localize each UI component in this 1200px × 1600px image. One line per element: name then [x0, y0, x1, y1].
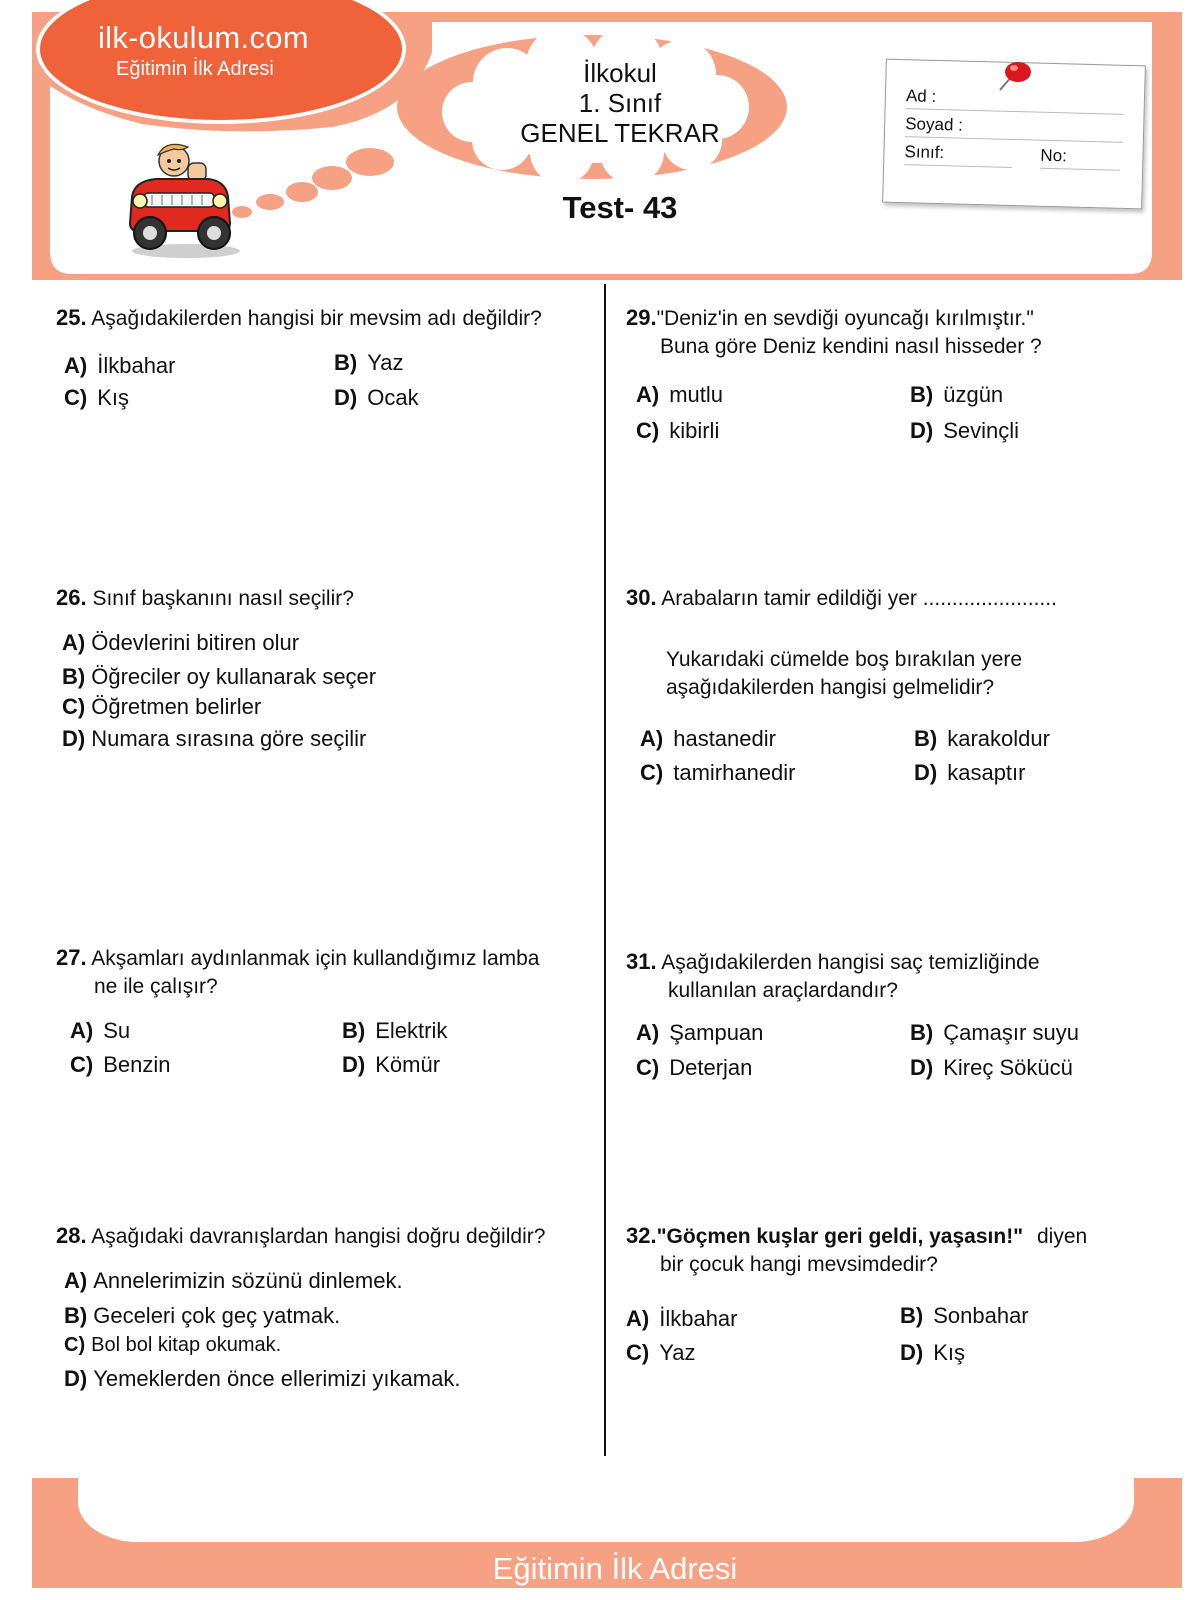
option-text: karakoldur: [947, 726, 1050, 751]
question-number: 32.: [626, 1223, 657, 1248]
question-text-line2: kullanılan araçlardandır?: [668, 979, 898, 1002]
option-letter: B): [64, 1303, 88, 1328]
option-letter: D): [910, 418, 934, 443]
option-d[interactable]: [910, 1055, 1073, 1081]
option-letter: B): [342, 1018, 366, 1043]
option-letter: B): [910, 1020, 934, 1045]
footer-site-text: ilk-okulum.com: [468, 1502, 762, 1551]
option-letter: A): [626, 1306, 650, 1331]
option-c[interactable]: [636, 418, 719, 444]
option-letter: C): [636, 1055, 660, 1080]
option-d[interactable]: [910, 418, 1019, 444]
option-b[interactable]: [910, 1020, 1079, 1046]
option-text: Kış: [933, 1340, 966, 1365]
question-27: [56, 944, 539, 1001]
option-letter: A): [70, 1018, 94, 1043]
option-letter: B): [334, 350, 358, 375]
option-b[interactable]: [900, 1303, 1029, 1329]
option-c[interactable]: [64, 1334, 281, 1357]
question-text: diyen: [1036, 1225, 1088, 1248]
option-letter: C): [626, 1340, 650, 1365]
option-a[interactable]: [626, 1306, 738, 1332]
option-text: kasaptır: [947, 760, 1026, 785]
option-c[interactable]: [636, 1055, 752, 1081]
column-divider: [604, 284, 606, 1456]
option-text: Ödevlerini bitiren olur: [91, 630, 300, 655]
option-letter: D): [342, 1052, 366, 1077]
option-text: Kireç Sökücü: [943, 1055, 1073, 1080]
question-text-line2: Buna göre Deniz kendini nasıl hisseder ?: [660, 335, 1042, 358]
option-letter: D): [900, 1340, 924, 1365]
option-b[interactable]: [334, 350, 404, 376]
question-number: 31.: [626, 949, 657, 974]
option-letter: D): [914, 760, 938, 785]
option-letter: D): [334, 385, 358, 410]
option-text: hastanedir: [673, 726, 776, 751]
option-letter: C): [636, 418, 660, 443]
question-text-line2: ne ile çalışır?: [94, 975, 218, 998]
option-a[interactable]: [64, 1268, 403, 1294]
option-text: Çamaşır suyu: [943, 1020, 1079, 1045]
option-text: Benzin: [103, 1052, 171, 1077]
option-b[interactable]: [910, 382, 1003, 408]
option-letter: B): [910, 382, 934, 407]
question-text-line2: Yukarıdaki cümelde boş bırakılan yere: [666, 648, 1023, 671]
option-letter: C): [70, 1052, 94, 1077]
number-field[interactable]: [1040, 146, 1121, 171]
option-a[interactable]: [640, 726, 776, 752]
question-number: 25.: [56, 305, 87, 330]
option-text: Öğretmen belirler: [91, 694, 262, 719]
question-text-line2: bir çocuk hangi mevsimdedir?: [660, 1253, 938, 1276]
question-number: 27.: [56, 945, 87, 970]
header-title-block: [470, 58, 770, 148]
class-field[interactable]: [904, 142, 1013, 168]
question-number: 30.: [626, 585, 657, 610]
option-b[interactable]: [64, 1303, 340, 1329]
option-text: Yemeklerden önce ellerimizi yıkamak.: [93, 1366, 461, 1391]
question-25: [56, 304, 542, 333]
option-text: Su: [103, 1018, 131, 1043]
option-c[interactable]: [70, 1052, 171, 1078]
question-text: Akşamları aydınlanmak için kullandığımız lamba: [91, 947, 540, 970]
question-text: Aşağıdakilerden hangisi saç temizliğinde: [661, 951, 1040, 974]
surname-label: Soyad :: [904, 114, 964, 135]
option-text: Deterjan: [669, 1055, 753, 1080]
option-text: üzgün: [943, 382, 1004, 407]
class-number-row: [904, 140, 1123, 170]
option-a[interactable]: [636, 382, 723, 408]
option-c[interactable]: [62, 694, 261, 720]
subject-title: GENEL TEKRAR: [520, 118, 720, 148]
option-text: Numara sırasına göre seçilir: [91, 726, 367, 751]
option-text: İlkbahar: [97, 353, 176, 378]
option-letter: B): [914, 726, 938, 751]
question-text: Arabaların tamir edildiği yer .......................: [661, 587, 1057, 610]
option-letter: A): [62, 630, 86, 655]
question-quote: "Göçmen kuşlar geri geldi, yaşasın!": [656, 1225, 1024, 1248]
option-text: Öğreciler oy kullanarak seçer: [91, 664, 377, 689]
question-text: Aşağıdaki davranışlardan hangisi doğru değildir?: [91, 1225, 546, 1248]
question-number: 28.: [56, 1223, 87, 1248]
grade-label: 1. Sınıf: [578, 88, 662, 118]
question-30: [626, 584, 1057, 613]
option-letter: D): [64, 1366, 88, 1391]
option-d[interactable]: [62, 726, 366, 752]
option-letter: C): [64, 1334, 86, 1356]
option-text: İlkbahar: [659, 1306, 738, 1331]
surname-field[interactable]: [905, 112, 1124, 143]
option-a[interactable]: [70, 1018, 130, 1044]
option-d[interactable]: [334, 385, 419, 411]
option-text: Kömür: [375, 1052, 441, 1077]
option-d[interactable]: [914, 760, 1025, 786]
option-a[interactable]: [636, 1020, 763, 1046]
option-text: kibirli: [669, 418, 720, 443]
test-title: Test- 43: [562, 190, 678, 225]
option-text: tamirhanedir: [673, 760, 796, 785]
option-text: Sevinçli: [943, 418, 1020, 443]
option-letter: C): [62, 694, 86, 719]
option-d[interactable]: [342, 1052, 440, 1078]
option-letter: A): [636, 1020, 660, 1045]
question-text: "Deniz'in en sevdiği oyuncağı kırılmıştır.": [656, 307, 1034, 330]
question-text: Sınıf başkanını nasıl seçilir?: [92, 587, 354, 610]
question-26: [56, 584, 354, 613]
question-28: [56, 1222, 545, 1251]
push-pin-icon: [990, 58, 1034, 98]
option-letter: D): [62, 726, 86, 751]
option-text: Geceleri çok geç yatmak.: [93, 1303, 341, 1328]
option-letter: B): [62, 664, 86, 689]
option-text: Ocak: [367, 385, 419, 410]
question-29: [626, 304, 1042, 361]
option-b[interactable]: [62, 664, 376, 690]
question-31: [626, 948, 1040, 1005]
option-b[interactable]: [342, 1018, 447, 1044]
option-c[interactable]: [640, 760, 796, 786]
option-letter: A): [64, 1268, 88, 1293]
option-letter: C): [64, 385, 88, 410]
option-text: Şampuan: [669, 1020, 764, 1045]
option-letter: A): [636, 382, 660, 407]
school-level: İlkokul: [583, 58, 657, 88]
question-32: [626, 1222, 1087, 1279]
option-text: Annelerimizin sözünü dinlemek.: [93, 1268, 403, 1293]
logo-slogan-text: Eğitimin İlk Adresi: [116, 58, 274, 80]
option-text: Kış: [97, 385, 130, 410]
option-b[interactable]: [914, 726, 1050, 752]
question-text: Aşağıdakilerden hangisi bir mevsim adı değildir?: [91, 307, 542, 330]
footer-slogan-text: Eğitimin İlk Adresi: [492, 1551, 738, 1586]
option-text: mutlu: [669, 382, 724, 407]
option-text: Elektrik: [375, 1018, 448, 1043]
option-letter: D): [910, 1055, 934, 1080]
option-letter: A): [64, 353, 88, 378]
option-text: Bol bol kitap okumak.: [91, 1334, 282, 1356]
question-number: 29.: [626, 305, 657, 330]
option-d[interactable]: [64, 1366, 460, 1392]
question-30-instruction: [666, 646, 1022, 702]
option-text: Yaz: [367, 350, 404, 375]
question-text-line3: aşağıdakilerden hangisi gelmelidir?: [666, 676, 995, 699]
option-text: Yaz: [659, 1340, 696, 1365]
option-letter: A): [640, 726, 664, 751]
option-c[interactable]: [626, 1340, 696, 1366]
option-c[interactable]: [64, 385, 129, 411]
option-a[interactable]: [62, 630, 299, 656]
option-d[interactable]: [900, 1340, 965, 1366]
option-letter: C): [640, 760, 664, 785]
name-label: Ad :: [905, 86, 937, 106]
question-number: 26.: [56, 585, 87, 610]
number-label: No:: [1040, 145, 1068, 166]
car-illustration-icon: [122, 135, 242, 260]
option-text: Sonbahar: [933, 1303, 1029, 1328]
class-label: Sınıf:: [904, 142, 945, 163]
option-letter: B): [900, 1303, 924, 1328]
option-a[interactable]: [64, 353, 176, 379]
logo-site-text: ilk-okulum.com: [98, 20, 309, 55]
